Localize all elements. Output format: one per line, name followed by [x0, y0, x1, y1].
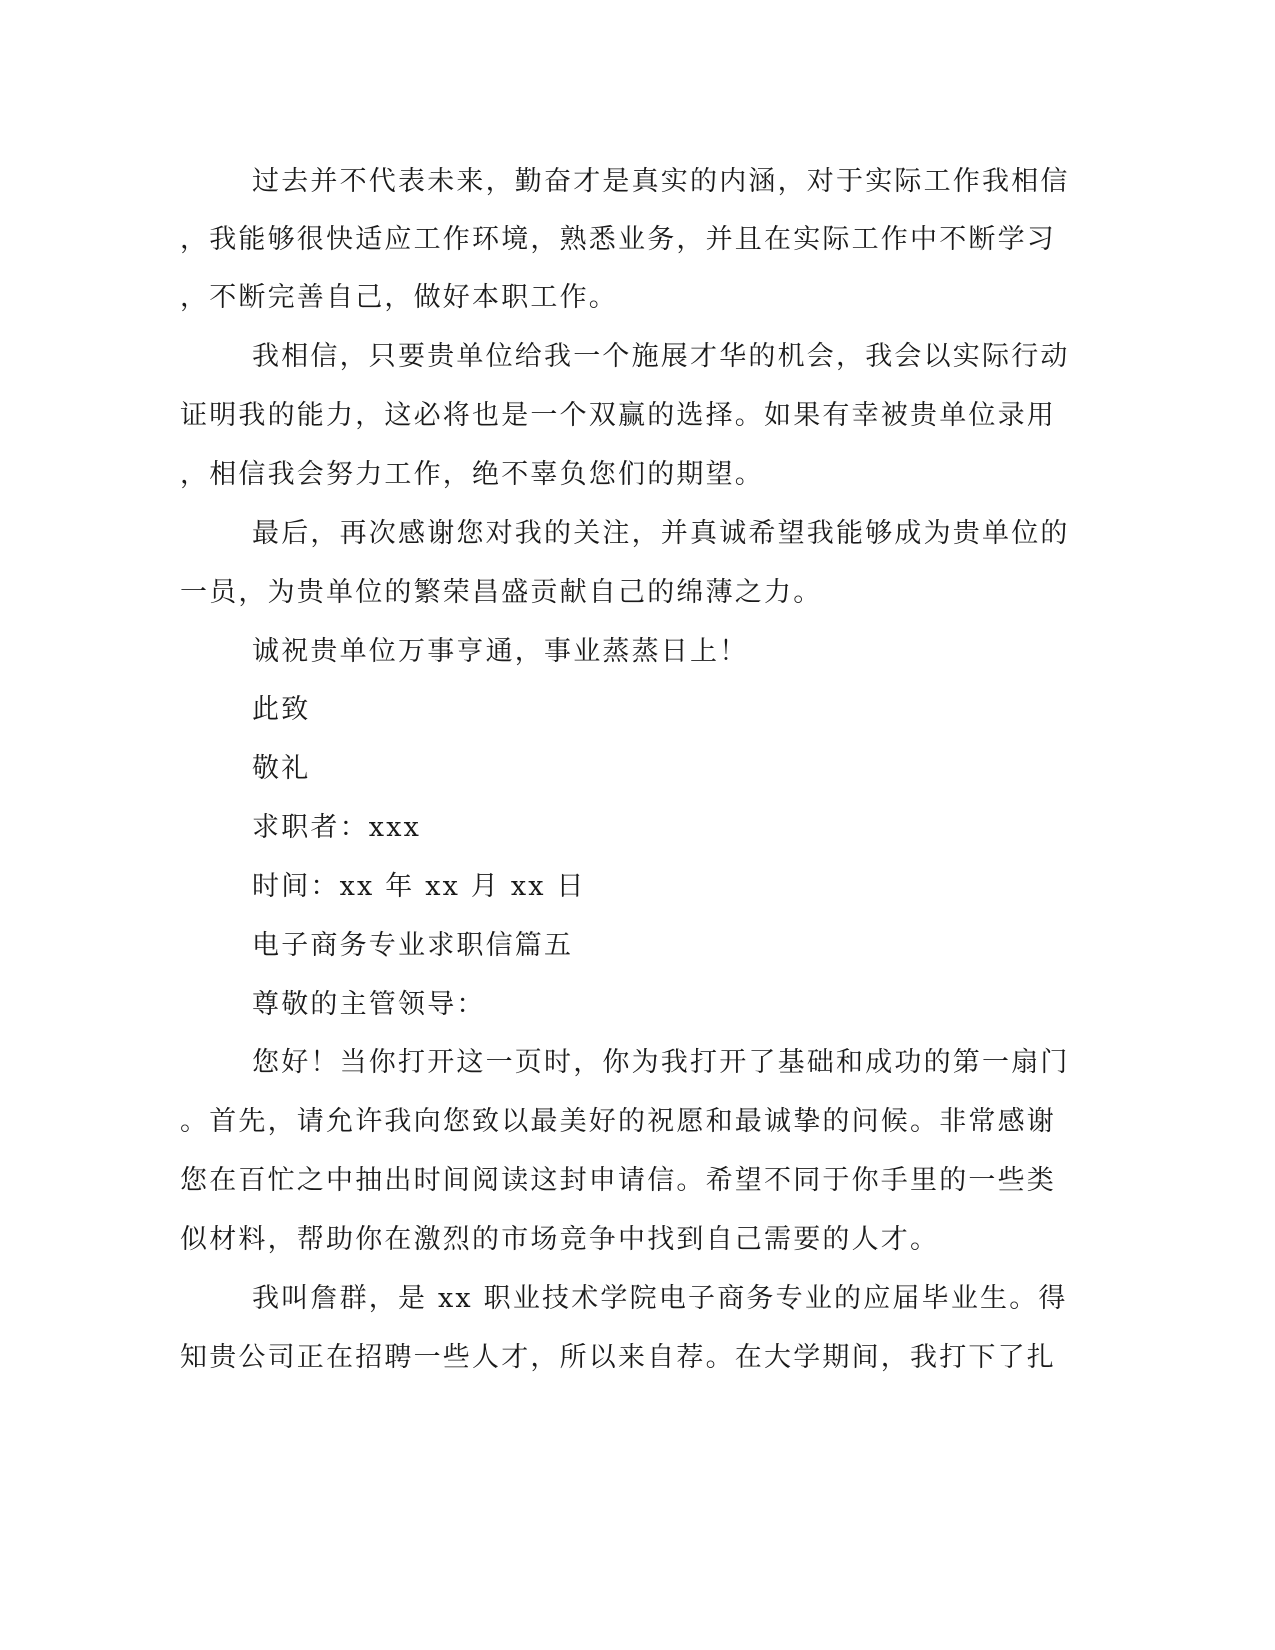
greeting: 尊敬的主管领导：	[252, 989, 486, 1020]
text-line: 诚祝贵单位万事亨通，事业蒸蒸日上！	[252, 636, 749, 667]
signature-applicant: 求职者：xxx	[252, 812, 422, 843]
text-line: 您在百忙之中抽出时间阅读这封申请信。希望不同于你手里的一些类	[180, 1165, 1056, 1196]
text-line: 证明我的能力，这必将也是一个双赢的选择。如果有幸被贵单位录用	[180, 400, 1056, 431]
signature-date: 时间：xx 年 xx 月 xx 日	[252, 871, 586, 902]
text-line: 知贵公司正在招聘一些人才，所以来自荐。在大学期间，我打下了扎	[180, 1342, 1056, 1373]
closing-regards: 敬礼	[252, 753, 311, 784]
text-line: 过去并不代表未来，勤奋才是真实的内涵，对于实际工作我相信	[252, 166, 1070, 197]
text-line: ，相信我会努力工作，绝不辜负您们的期望。	[180, 459, 764, 490]
text-line: 一员，为贵单位的繁荣昌盛贡献自己的绵薄之力。	[180, 577, 823, 608]
text-line: ，不断完善自己，做好本职工作。	[180, 282, 618, 313]
text-line: ，我能够很快适应工作环境，熟悉业务，并且在实际工作中不断学习	[180, 224, 1056, 255]
text-line: 我相信，只要贵单位给我一个施展才华的机会，我会以实际行动	[252, 341, 1070, 372]
text-line: 我叫詹群，是 xx 职业技术学院电子商务专业的应届毕业生。得	[252, 1283, 1068, 1314]
closing-salutation: 此致	[252, 694, 311, 725]
text-line: 。首先，请允许我向您致以最美好的祝愿和最诚挚的问候。非常感谢	[180, 1106, 1056, 1137]
section-title: 电子商务专业求职信篇五	[252, 930, 574, 961]
text-line: 最后，再次感谢您对我的关注，并真诚希望我能够成为贵单位的	[252, 518, 1070, 549]
text-line: 您好！当你打开这一页时，你为我打开了基础和成功的第一扇门	[252, 1047, 1070, 1078]
text-line: 似材料，帮助你在激烈的市场竞争中找到自己需要的人才。	[180, 1224, 940, 1255]
